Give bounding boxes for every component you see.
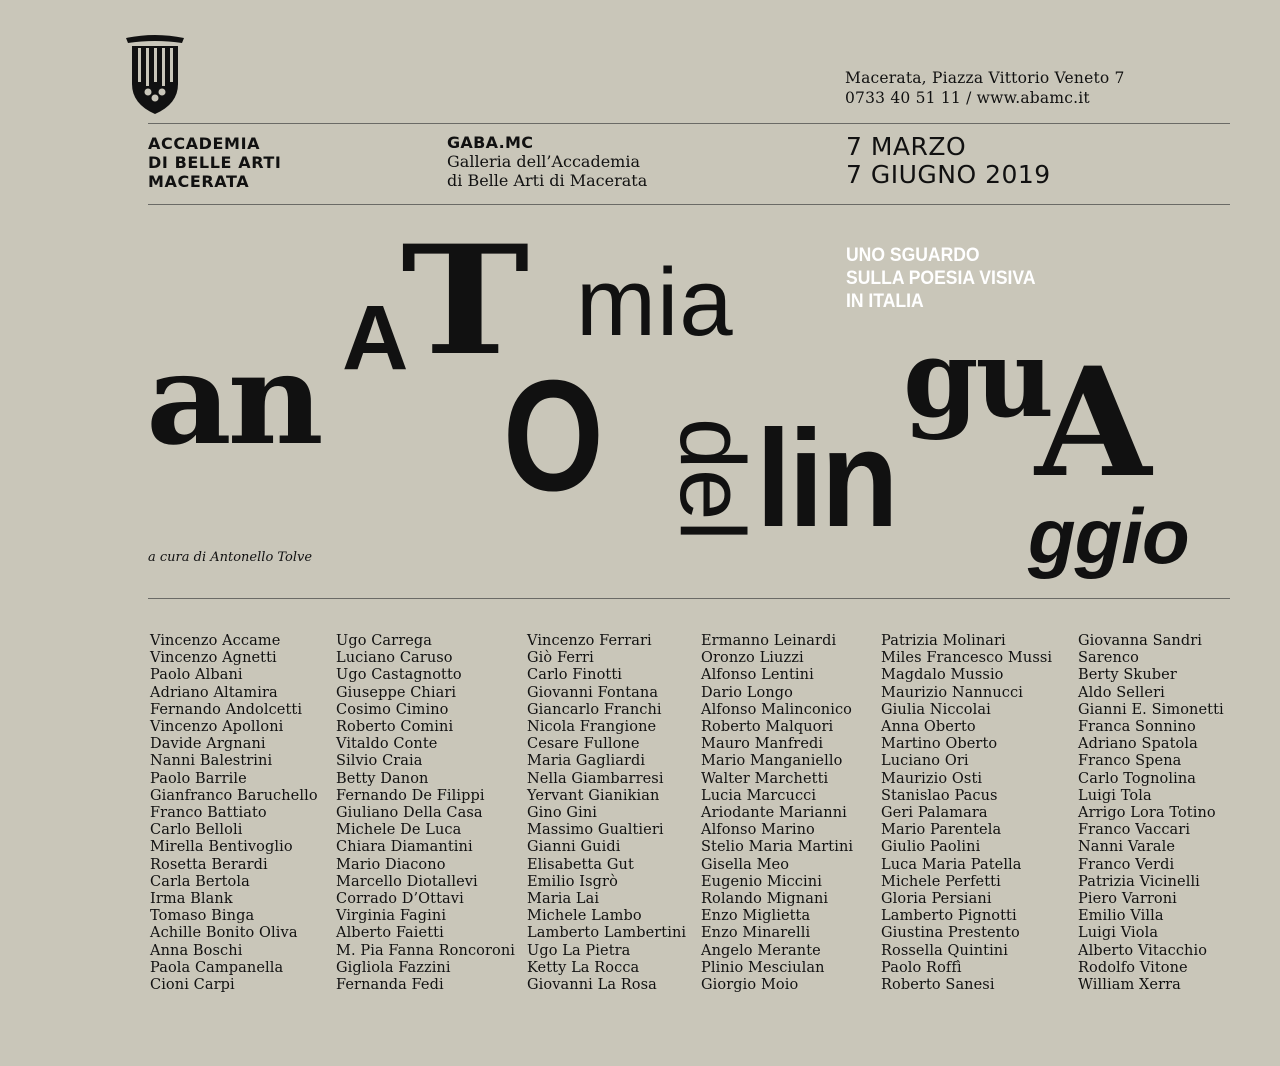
artist-name: Vincenzo Apolloni xyxy=(150,719,284,736)
artist-name: Franco Verdi xyxy=(1078,856,1175,873)
artist-name: Virginia Fagini xyxy=(336,908,447,925)
artist-column-4 xyxy=(701,633,853,994)
artist-name: Giuseppe Chiari xyxy=(336,684,457,701)
artist-name: Fernando Andolcetti xyxy=(150,701,303,718)
artist-name: Luca Maria Patella xyxy=(881,856,1022,873)
artist-name: Alberto Faietti xyxy=(336,925,444,942)
artist-name: Paolo Roffì xyxy=(881,959,962,976)
artist-name: Giovanni Fontana xyxy=(527,684,659,701)
artist-name: Gigliola Fazzini xyxy=(336,959,451,976)
artist-name: Alberto Vitacchio xyxy=(1078,942,1208,959)
artist-name: Anna Boschi xyxy=(150,942,243,959)
artist-name: Ugo Castagnotto xyxy=(336,667,462,684)
artist-name: Martino Oberto xyxy=(881,736,998,753)
artist-name: Luigi Viola xyxy=(1078,925,1159,942)
artist-name: Enzo Minarelli xyxy=(701,925,811,942)
artist-name: Plinio Mesciulan xyxy=(701,959,825,976)
artist-name: Mirella Bentivoglio xyxy=(150,839,293,856)
artist-name: Cosimo Cimino xyxy=(336,701,449,718)
artist-name: Vincenzo Accame xyxy=(150,633,281,649)
title-fragment-O: O xyxy=(503,348,604,524)
date-start: 7 MARZO xyxy=(846,132,967,161)
artist-name: Nicola Frangione xyxy=(527,719,657,736)
artist-name: Gloria Persiani xyxy=(881,891,992,908)
artist-name: Lamberto Pignotti xyxy=(881,908,1017,925)
title-fragment-gu: gu xyxy=(903,316,1052,442)
artist-name: Luciano Ori xyxy=(881,753,969,770)
artist-name: Paolo Barrile xyxy=(150,770,247,787)
artist-name: Anna Oberto xyxy=(881,719,976,736)
artist-name: Davide Argnani xyxy=(150,736,266,753)
artist-name: Carlo Belloli xyxy=(150,822,243,839)
gallery-title: GABA.MC xyxy=(447,133,534,152)
artist-name: Gianfranco Baruchello xyxy=(150,787,318,804)
artist-name: Patrizia Vicinelli xyxy=(1078,873,1200,890)
artist-name: Mauro Manfredi xyxy=(701,736,824,753)
artist-name: Vincenzo Ferrari xyxy=(527,633,652,649)
artist-name: Mario Parentela xyxy=(881,822,1002,839)
artist-name: Maria Lai xyxy=(527,891,600,908)
artist-name: Maurizio Osti xyxy=(881,770,983,787)
artist-name: Betty Danon xyxy=(336,770,429,787)
artist-name: Nanni Balestrini xyxy=(150,753,273,770)
title-fragment-A: A xyxy=(342,287,409,389)
artist-name: Stelio Maria Martini xyxy=(701,839,854,856)
artist-name: Gisella Meo xyxy=(701,856,790,873)
divider-top xyxy=(148,123,1230,124)
artist-column-1 xyxy=(150,633,318,994)
curator-credit: a cura di Antonello Tolve xyxy=(148,550,313,565)
divider-artists xyxy=(148,598,1230,599)
artist-name: Gianni Guidi xyxy=(527,839,621,856)
artist-name: Paolo Albani xyxy=(150,667,243,684)
artist-name: Gianni E. Simonetti xyxy=(1078,701,1224,718)
address-phone-web: 0733 40 51 11 / www.abamc.it xyxy=(845,89,1090,107)
artist-name: Emilio Isgrò xyxy=(527,873,618,890)
artist-name: Achille Bonito Oliva xyxy=(150,925,298,942)
subtitle-line-1: UNO SGUARDO xyxy=(846,244,980,266)
artist-name: Franca Sonnino xyxy=(1078,719,1196,736)
artist-name: Roberto Malquori xyxy=(701,719,834,736)
exhibition-dates xyxy=(846,133,1051,189)
artist-name: Silvio Craia xyxy=(336,753,423,770)
artist-name: Massimo Gualtieri xyxy=(527,822,664,839)
artist-name: Dario Longo xyxy=(701,684,793,701)
artist-name: Alfonso Malinconico xyxy=(701,701,853,718)
artist-name: Franco Battiato xyxy=(150,805,267,822)
contact-address xyxy=(845,68,1125,108)
artist-name: Giovanna Sandri xyxy=(1078,633,1202,649)
artist-name: Enzo Miglietta xyxy=(701,908,811,925)
title-fragment-an: an xyxy=(146,325,320,473)
artist-name: Lucia Marcucci xyxy=(701,787,817,804)
artist-name: Walter Marchetti xyxy=(701,770,829,787)
artist-name: Fernando De Filippi xyxy=(336,787,485,804)
artist-name: Giancarlo Franchi xyxy=(527,701,662,718)
artist-name: Giò Ferri xyxy=(527,650,594,667)
artist-name: Giovanni La Rosa xyxy=(527,977,657,994)
artist-name: Alfonso Marino xyxy=(701,822,815,839)
artist-name: Ketty La Rocca xyxy=(527,959,640,976)
artist-name: Oronzo Liuzzi xyxy=(701,650,804,667)
artist-name: Luigi Tola xyxy=(1078,787,1152,804)
artist-name: Paola Campanella xyxy=(150,959,284,976)
artist-name: Roberto Sanesi xyxy=(881,977,995,994)
artist-column-2 xyxy=(336,633,515,994)
artist-name: Luciano Caruso xyxy=(336,650,453,667)
academy-logo-icon xyxy=(124,34,186,116)
divider-header xyxy=(148,204,1230,205)
artist-name: Rosetta Berardi xyxy=(150,856,268,873)
artist-name: Franco Vaccari xyxy=(1078,822,1191,839)
subtitle-line-2: SULLA POESIA VISIVA xyxy=(846,267,1036,289)
artist-name: Emilio Villa xyxy=(1078,908,1164,925)
artist-name: Giuliano Della Casa xyxy=(336,805,483,822)
title-fragment-ggio: ggio xyxy=(1028,492,1189,580)
artist-name: Mario Manganiello xyxy=(701,753,843,770)
artist-name: Sarenco xyxy=(1078,650,1139,667)
artist-name: Giulio Paolini xyxy=(881,839,981,856)
artist-name: Magdalo Mussio xyxy=(881,667,1004,684)
address-street: Macerata, Piazza Vittorio Veneto 7 xyxy=(845,69,1125,87)
gallery-desc-line-1: Galleria dell’Accademia xyxy=(447,152,640,171)
artist-name: Carlo Tognolina xyxy=(1078,770,1197,787)
artist-name: Fernanda Fedi xyxy=(336,977,444,994)
artist-name: Geri Palamara xyxy=(881,805,988,822)
title-fragment-lin: lin xyxy=(756,402,896,556)
subtitle xyxy=(846,244,1036,313)
subtitle-line-3: IN ITALIA xyxy=(846,290,924,312)
academy-line-3: MACERATA xyxy=(148,172,250,191)
gallery-block xyxy=(447,133,647,190)
artist-name: Cioni Carpi xyxy=(150,977,235,994)
artist-name: Chiara Diamantini xyxy=(336,839,473,856)
date-end: 7 GIUGNO 2019 xyxy=(846,160,1051,189)
artist-name: M. Pia Fanna Roncoroni xyxy=(336,942,516,959)
artist-name: Carlo Finotti xyxy=(527,667,623,684)
artist-name: Nanni Varale xyxy=(1078,839,1176,856)
artist-name: Arrigo Lora Totino xyxy=(1078,805,1216,822)
artist-name: Ugo La Pietra xyxy=(527,942,631,959)
artist-name: Ariodante Marianni xyxy=(701,805,847,822)
artist-name: Alfonso Lentini xyxy=(701,667,814,684)
artist-name: Mario Diacono xyxy=(336,856,446,873)
academy-line-2: DI BELLE ARTI xyxy=(148,153,282,172)
artist-name: Patrizia Molinari xyxy=(881,633,1006,649)
artist-name: Aldo Selleri xyxy=(1078,684,1165,701)
artist-name: Giulia Niccolai xyxy=(881,701,991,718)
gallery-desc-line-2: di Belle Arti di Macerata xyxy=(447,171,648,190)
artist-name: Carla Bertola xyxy=(150,873,250,890)
artist-name: Franco Spena xyxy=(1078,753,1182,770)
artist-name: Maria Gagliardi xyxy=(527,753,646,770)
artist-name: Rodolfo Vitone xyxy=(1078,959,1188,976)
artist-name: Eugenio Miccini xyxy=(701,873,822,890)
artist-name: Angelo Merante xyxy=(701,942,821,959)
artist-name: Berty Skuber xyxy=(1078,667,1177,684)
artist-name: Corrado D’Ottavi xyxy=(336,891,464,908)
title-fragment-mia: mia xyxy=(576,249,734,356)
artist-name: Gino Gini xyxy=(527,805,597,822)
artist-column-5 xyxy=(881,633,1052,994)
artist-name: Elisabetta Gut xyxy=(527,856,634,873)
title-fragment-A-large: A xyxy=(1035,335,1152,511)
artist-name: Irma Blank xyxy=(150,891,233,908)
artist-name: Ugo Carrega xyxy=(336,633,433,649)
artist-column-3 xyxy=(527,633,686,994)
title-fragment-T: T xyxy=(401,213,530,389)
artist-name: Stanislao Pacus xyxy=(881,787,998,804)
academy-line-1: ACCADEMIA xyxy=(148,134,261,153)
artist-name: Yervant Gianikian xyxy=(527,787,660,804)
artist-name: Marcello Diotallevi xyxy=(336,873,478,890)
artist-name: Vitaldo Conte xyxy=(336,736,438,753)
artist-name: William Xerra xyxy=(1078,977,1181,994)
artist-name: Tomaso Binga xyxy=(150,908,255,925)
artist-name: Cesare Fullone xyxy=(527,736,640,753)
artist-name: Ermanno Leinardi xyxy=(701,633,837,649)
artist-name: Adriano Spatola xyxy=(1078,736,1198,753)
artist-name: Michele De Luca xyxy=(336,822,462,839)
artist-name: Piero Varroni xyxy=(1078,891,1177,908)
title-fragment-del: del xyxy=(661,418,763,541)
artist-name: Rossella Quintini xyxy=(881,942,1008,959)
artist-name: Rolando Mignani xyxy=(701,891,829,908)
artist-name: Vincenzo Agnetti xyxy=(150,650,277,667)
artist-name: Miles Francesco Mussi xyxy=(881,650,1053,667)
academy-name xyxy=(148,134,281,191)
artist-name: Michele Lambo xyxy=(527,908,642,925)
artist-name: Giorgio Moio xyxy=(701,977,799,994)
artist-name: Giustina Prestento xyxy=(881,925,1020,942)
artist-name: Maurizio Nannucci xyxy=(881,684,1023,701)
artist-name: Adriano Altamira xyxy=(150,684,278,701)
artist-name: Nella Giambarresi xyxy=(527,770,664,787)
artist-name: Lamberto Lambertini xyxy=(527,925,687,942)
artist-column-6 xyxy=(1078,633,1224,994)
artist-name: Roberto Comini xyxy=(336,719,454,736)
artist-name: Michele Perfetti xyxy=(881,873,1001,890)
